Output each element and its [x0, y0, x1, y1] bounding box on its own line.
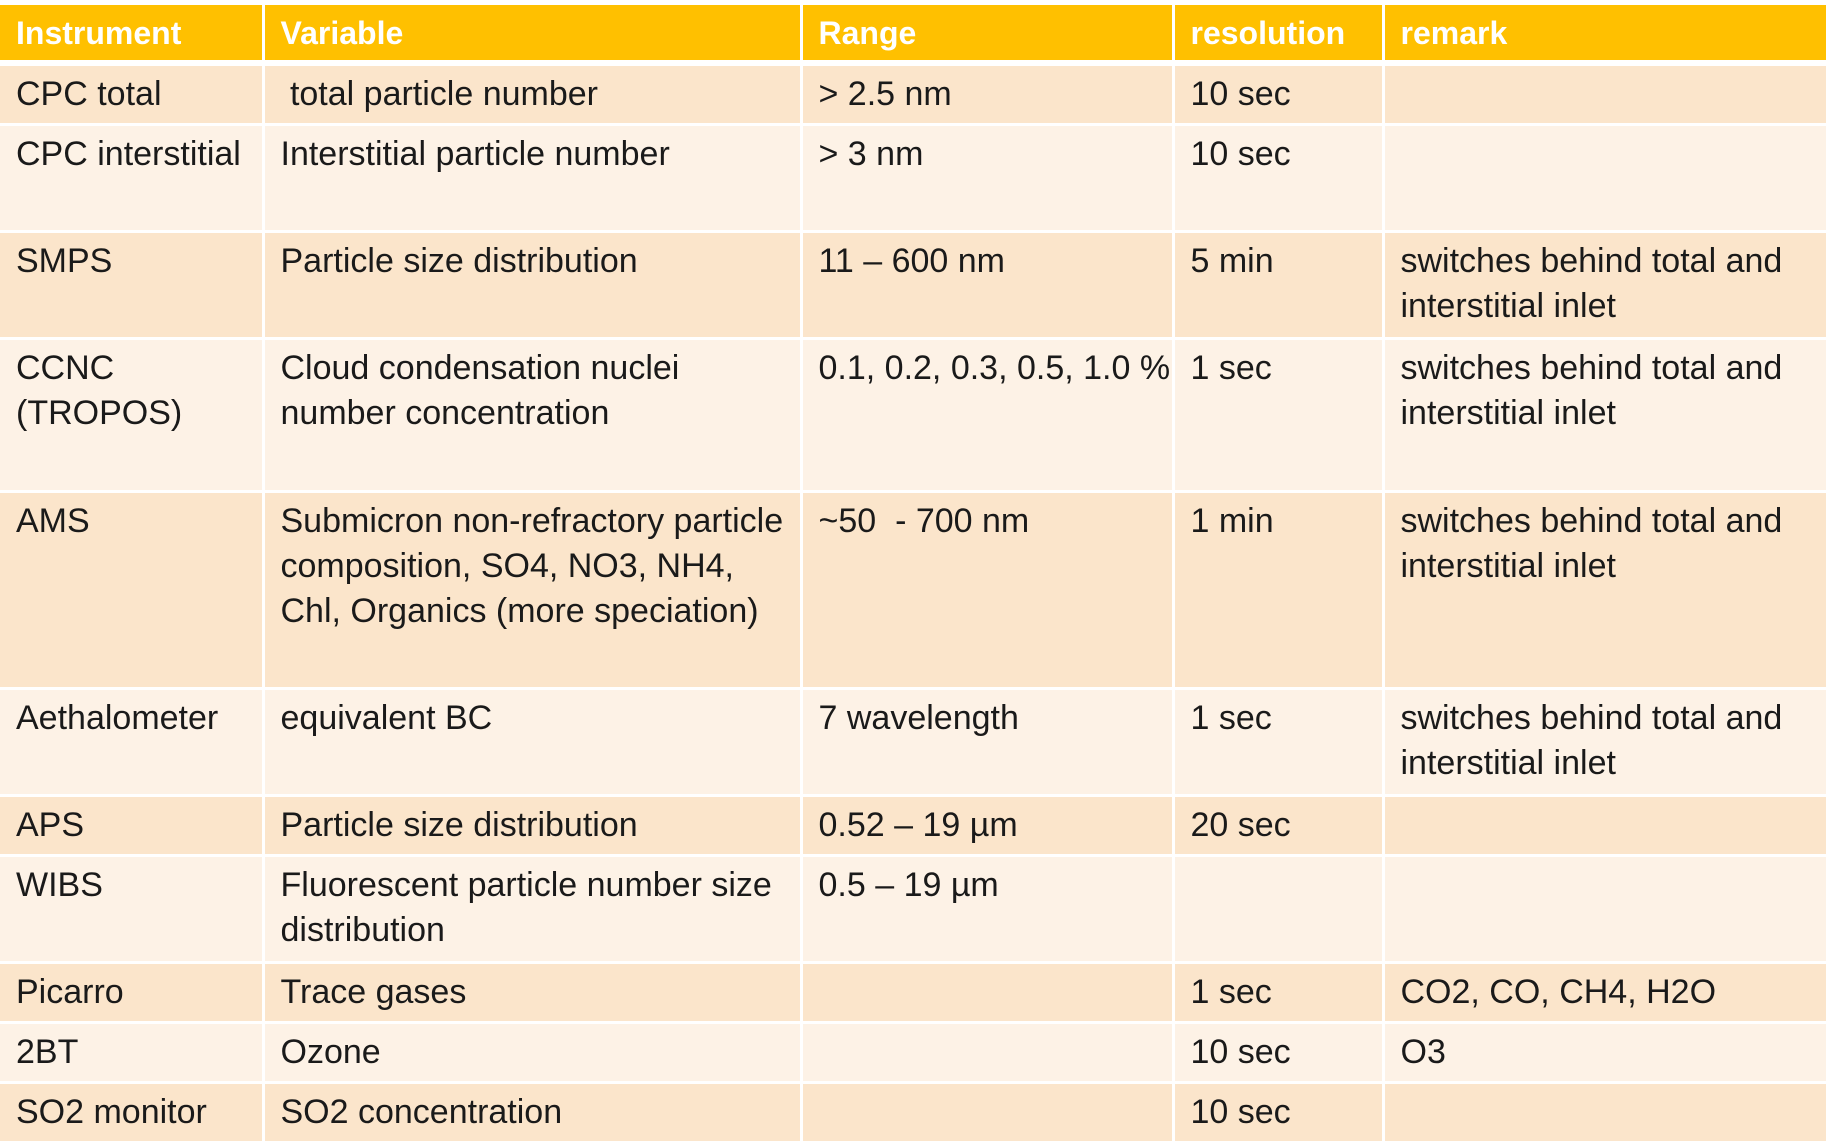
cell-range	[801, 1023, 1173, 1083]
table-row	[0, 796, 1826, 856]
cell-resolution: 10 sec	[1173, 125, 1383, 232]
cell-instrument: SMPS	[0, 232, 263, 339]
header-remark: remark	[1383, 5, 1826, 63]
table-row	[0, 232, 1826, 339]
table-header-row	[0, 5, 1826, 63]
cell-remark: switches behind total and interstitial inlet	[1383, 492, 1826, 689]
cell-remark	[1383, 1083, 1826, 1143]
cell-remark: switches behind total and interstitial inlet	[1383, 232, 1826, 339]
cell-range: > 3 nm	[801, 125, 1173, 232]
cell-variable: equivalent BC	[263, 689, 801, 796]
table-row	[0, 963, 1826, 1023]
cell-instrument: Aethalometer	[0, 689, 263, 796]
cell-remark	[1383, 125, 1826, 232]
table-row	[0, 125, 1826, 232]
cell-resolution: 10 sec	[1173, 63, 1383, 125]
cell-variable: Trace gases	[263, 963, 801, 1023]
cell-range	[801, 963, 1173, 1023]
cell-remark	[1383, 796, 1826, 856]
cell-variable: Submicron non-refractory particle composition, SO4, NO3, NH4, Chl, Organics (more speciation)	[263, 492, 801, 689]
table-row	[0, 339, 1826, 492]
cell-variable: Fluorescent particle number size distribution	[263, 856, 801, 963]
header-range: Range	[801, 5, 1173, 63]
cell-instrument: CPC interstitial	[0, 125, 263, 232]
cell-instrument: SO2 monitor	[0, 1083, 263, 1143]
cell-variable: Interstitial particle number	[263, 125, 801, 232]
cell-range: ~50 - 700 nm	[801, 492, 1173, 689]
cell-resolution: 10 sec	[1173, 1083, 1383, 1143]
table-row	[0, 856, 1826, 963]
table-row	[0, 1023, 1826, 1083]
cell-instrument: CPC total	[0, 63, 263, 125]
cell-instrument: WIBS	[0, 856, 263, 963]
cell-range: 0.1, 0.2, 0.3, 0.5, 1.0 %	[801, 339, 1173, 492]
cell-instrument: 2BT	[0, 1023, 263, 1083]
header-resolution: resolution	[1173, 5, 1383, 63]
table-row	[0, 63, 1826, 125]
cell-remark: switches behind total and interstitial inlet	[1383, 339, 1826, 492]
cell-remark: O3	[1383, 1023, 1826, 1083]
cell-range: 7 wavelength	[801, 689, 1173, 796]
header-variable: Variable	[263, 5, 801, 63]
cell-resolution: 20 sec	[1173, 796, 1383, 856]
cell-range: > 2.5 nm	[801, 63, 1173, 125]
cell-resolution: 1 sec	[1173, 689, 1383, 796]
cell-resolution: 1 sec	[1173, 339, 1383, 492]
cell-resolution: 1 sec	[1173, 963, 1383, 1023]
header-instrument: Instrument	[0, 5, 263, 63]
table-row	[0, 689, 1826, 796]
cell-remark	[1383, 856, 1826, 963]
cell-range: 0.52 – 19 µm	[801, 796, 1173, 856]
cell-variable: Ozone	[263, 1023, 801, 1083]
cell-range: 11 – 600 nm	[801, 232, 1173, 339]
cell-resolution: 5 min	[1173, 232, 1383, 339]
cell-variable: Particle size distribution	[263, 232, 801, 339]
cell-range	[801, 1083, 1173, 1143]
cell-variable: total particle number	[263, 63, 801, 125]
cell-variable: SO2 concentration	[263, 1083, 801, 1143]
cell-remark	[1383, 63, 1826, 125]
cell-instrument: APS	[0, 796, 263, 856]
cell-instrument: CCNC (TROPOS)	[0, 339, 263, 492]
cell-remark: switches behind total and interstitial inlet	[1383, 689, 1826, 796]
cell-resolution: 10 sec	[1173, 1023, 1383, 1083]
cell-resolution	[1173, 856, 1383, 963]
table-row	[0, 1083, 1826, 1143]
cell-variable: Particle size distribution	[263, 796, 801, 856]
cell-resolution: 1 min	[1173, 492, 1383, 689]
cell-instrument: Picarro	[0, 963, 263, 1023]
cell-variable: Cloud condensation nuclei number concentration	[263, 339, 801, 492]
table-row	[0, 492, 1826, 689]
cell-instrument: AMS	[0, 492, 263, 689]
cell-remark: CO2, CO, CH4, H2O	[1383, 963, 1826, 1023]
cell-range: 0.5 – 19 µm	[801, 856, 1173, 963]
instrument-table	[0, 5, 1826, 1144]
